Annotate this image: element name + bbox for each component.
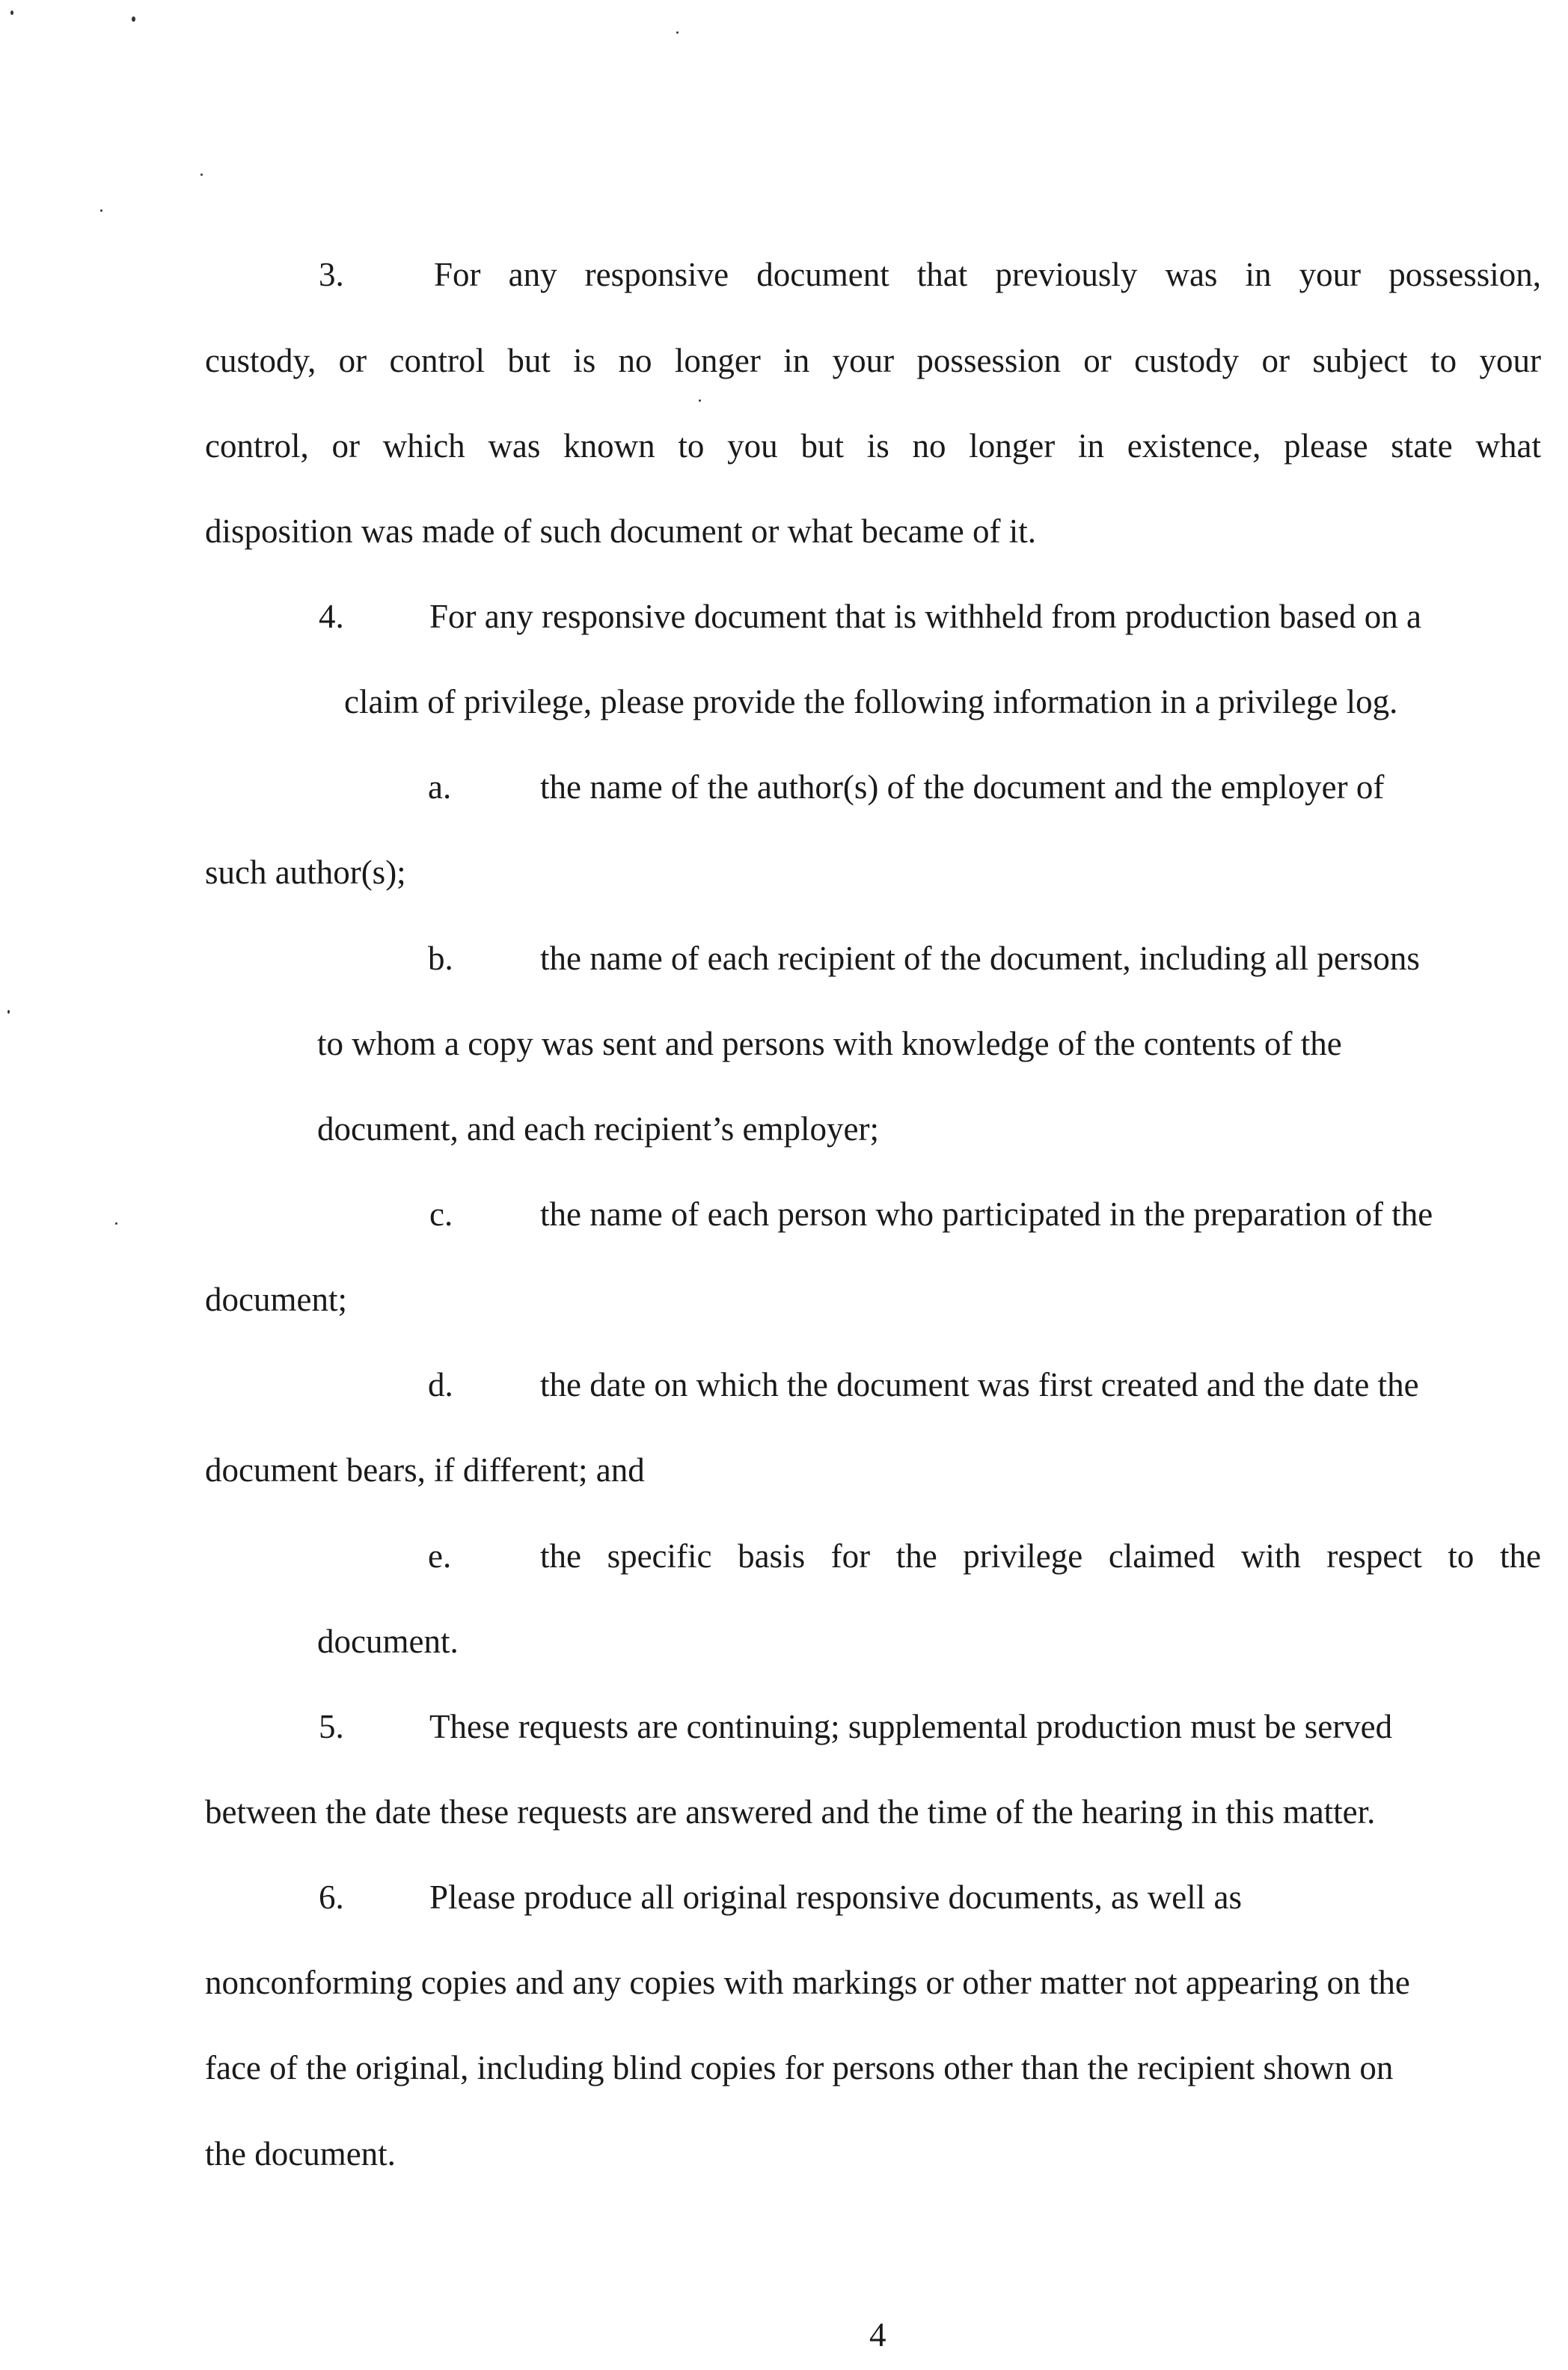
list-item-text: to whom a copy was sent and persons with knowledge of the contents of the xyxy=(317,1025,1342,1062)
list-label: c. xyxy=(429,1195,453,1233)
list-item-text: document bears, if different; and xyxy=(205,1451,645,1489)
paragraph-text: claim of privilege, please provide the following information in a privilege log. xyxy=(344,683,1398,720)
list-label: d. xyxy=(428,1366,453,1403)
scan-speck xyxy=(676,31,679,34)
list-item-text: document, and each recipient’s employer; xyxy=(317,1110,879,1148)
list-item-text: the name of each person who participated in the preparation of the xyxy=(540,1195,1433,1233)
paragraph-text: disposition was made of such document or what became of it. xyxy=(205,512,1036,550)
scan-speck xyxy=(200,174,203,176)
page-number: 4 xyxy=(869,2316,886,2354)
scan-speck xyxy=(115,1222,117,1225)
list-label: a. xyxy=(428,768,452,806)
paragraph-text: Please produce all original responsive documents, as well as xyxy=(429,1878,1242,1916)
paragraph-text: nonconforming copies and any copies with markings or other matter not appearing on the xyxy=(205,1964,1410,2001)
list-item-text: the name of the author(s) of the document and the employer of xyxy=(540,768,1385,806)
scan-speck xyxy=(132,16,135,22)
paragraph-number: 6. xyxy=(319,1878,344,1916)
list-item-text: such author(s); xyxy=(205,854,406,891)
paragraph-text: the document. xyxy=(205,2135,396,2172)
scan-speck xyxy=(7,1010,10,1014)
list-item-text: the specific basis for the privilege claimed with respect to the xyxy=(540,1537,1541,1575)
paragraph-text: For any responsive document that is withheld from production based on a xyxy=(429,598,1421,635)
list-item-text: document; xyxy=(205,1281,347,1318)
scan-speck xyxy=(100,209,102,212)
paragraph-number: 4. xyxy=(319,598,344,635)
list-item-text: the date on which the document was first created and the date the xyxy=(540,1366,1419,1403)
paragraph-text: These requests are continuing; supplemental production must be served xyxy=(429,1708,1393,1745)
list-label: e. xyxy=(428,1537,452,1575)
paragraph-text: face of the original, including blind copies for persons other than the recipient shown on xyxy=(205,2049,1394,2086)
list-item-text: the name of each recipient of the document, including all persons xyxy=(540,940,1420,977)
paragraph-text: control, or which was known to you but is no longer in existence, please state what xyxy=(205,427,1541,465)
scan-speck xyxy=(699,399,701,402)
list-label: b. xyxy=(428,940,453,977)
paragraph-text: For any responsive document that previously was in your possession, xyxy=(434,256,1541,293)
scan-speck xyxy=(10,10,13,15)
paragraph-number: 3. xyxy=(319,256,344,293)
paragraph-number: 5. xyxy=(319,1708,344,1745)
paragraph-text: custody, or control but is no longer in your possession or custody or subject to your xyxy=(205,342,1541,379)
paragraph-text: between the date these requests are answered and the time of the hearing in this matter. xyxy=(205,1793,1376,1831)
list-item-text: document. xyxy=(317,1623,459,1660)
